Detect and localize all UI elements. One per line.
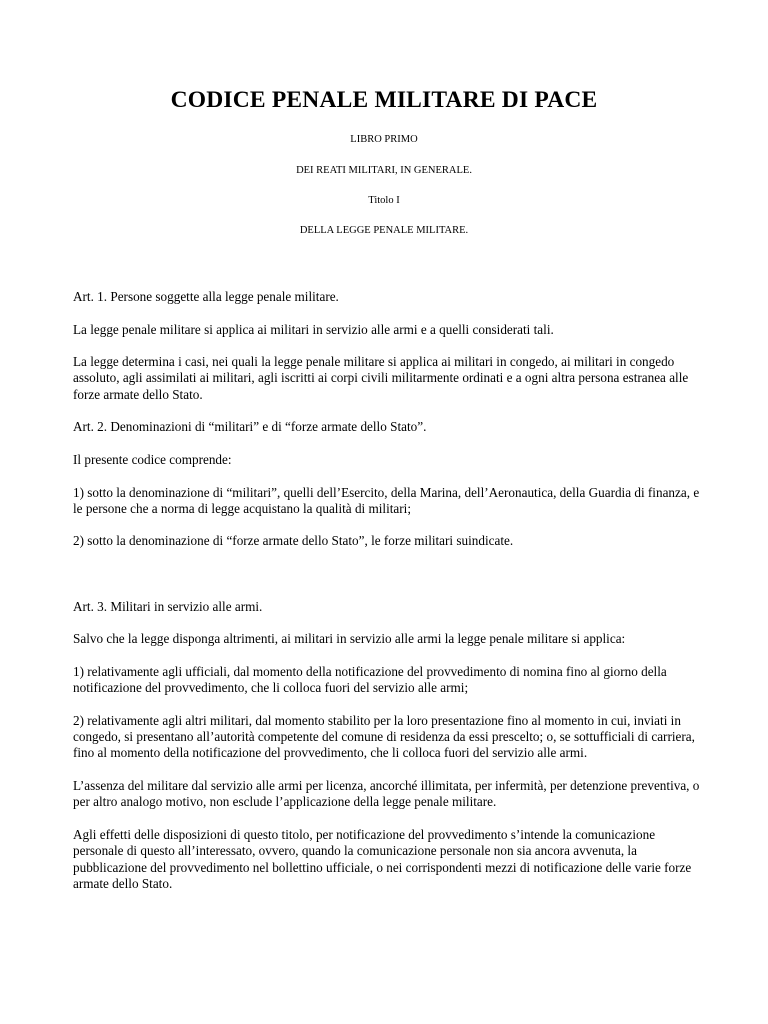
book-heading: LIBRO PRIMO [350,134,418,145]
list-item: 1) relativamente agli ufficiali, dal momento della notificazione del provvedimento di nomina fino al giorno della notificazione del provvedimento, che li colloca fuori del servizio alle armi; [73,663,667,696]
paragraph: Il presente codice comprende: [73,451,232,467]
book-subtitle: DEI REATI MILITARI, IN GENERALE. [296,165,472,176]
paragraph: Salvo che la legge disponga altrimenti, ai militari in servizio alle armi la legge penale militare si applica: [73,631,626,647]
list-item: 2) relativamente agli altri militari, dal momento stabilito per la loro presentazione fino al momento in cui, inviati in congedo, si presentano all’autorità competente del comune di residenza da essi prescelto; o, se sottufficiali di carriera, fino al momento della notificazione del provvedimento, che li colloca fuori del servizio alle armi. [73,712,695,761]
paragraph: La legge penale militare si applica ai militari in servizio alle armi e a quelli considerati tali. [73,321,554,337]
article-heading: Art. 1. Persone soggette alla legge penale militare. [73,289,339,304]
document-title: CODICE PENALE MILITARE DI PACE [170,87,598,113]
paragraph: Agli effetti delle disposizioni di questo titolo, per notificazione del provvedimento s’intende la comunicazione personale di questo all’interessato, ovvero, quando la comunicazione personale non sia ancora avvenuta, la pubblicazione del provvedimento nel bollettino ufficiale, o nei corrispondenti mezzi di notificazione delle varie forze armate dello Stato. [73,826,692,891]
list-item: 1) sotto la denominazione di “militari”, quelli dell’Esercito, della Marina, dell’Aeronautica, della Guardia di finanza, e le persone che a norma di legge acquistano la qualità di militari; [73,484,700,516]
document-body [73,289,705,892]
title-subtitle: DELLA LEGGE PENALE MILITARE. [299,225,469,236]
list-item: 2) sotto la denominazione di “forze armate dello Stato”, le forze militari suindicate. [73,533,514,549]
paragraph: La legge determina i casi, nei quali la legge penale militare si applica ai militari in congedo, ai militari in congedo assoluto, agli assimilati ai militari, agli iscritti ai corpi civili militarmente ordinati e a ogni altra persona estranea alle forze armate dello Stato. [73,354,689,402]
title-number: Titolo I [368,195,400,206]
article-heading: Art. 2. Denominazioni di “militari” e di “forze armate dello Stato”. [73,419,427,435]
paragraph: L’assenza del militare dal servizio alle armi per licenza, ancorché illimitata, per infermità, per detenzione preventiva, o per altro analogo motivo, non esclude l’applicazione della legge penale militare. [73,778,700,810]
article-heading: Art. 3. Militari in servizio alle armi. [73,598,263,614]
